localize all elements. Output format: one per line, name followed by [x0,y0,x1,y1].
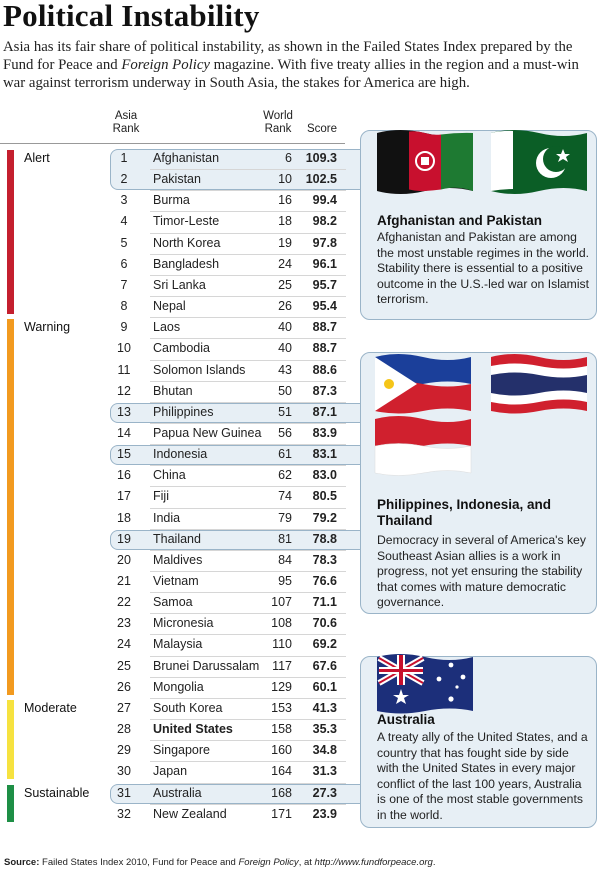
row-divider [150,233,346,234]
world-rank-cell: 50 [278,383,292,398]
table-row [110,211,350,232]
country-name-cell: United States [153,722,233,737]
asia-rank-cell: 15 [117,447,131,462]
score-cell: 35.3 [312,722,337,737]
country-name-cell: India [153,510,181,525]
country-name-cell: Burma [153,193,190,208]
row-divider [150,423,346,424]
world-rank-cell: 6 [285,151,292,165]
country-name-cell: Nepal [153,299,186,314]
row-divider [150,613,346,614]
asia-rank-cell: 16 [117,468,131,483]
row-divider [150,381,346,382]
table-row [110,613,350,634]
row-divider [150,465,346,466]
world-rank-cell: 129 [271,679,292,694]
score-cell: 27.3 [312,785,337,800]
asia-rank-cell: 29 [117,743,131,758]
score-cell: 109.3 [305,151,337,165]
asia-rank-cell: 23 [117,616,131,631]
asia-rank-cell: 18 [117,510,131,525]
table-row [110,719,350,740]
header-rule [0,143,345,144]
world-rank-cell: 43 [278,362,292,377]
table-row [110,233,350,254]
table-row [110,508,350,529]
country-name-cell: China [153,468,186,483]
asia-rank-cell: 13 [117,404,131,419]
category-bar-sustainable [7,785,14,822]
source-url[interactable]: http://www.fundforpeace.org [314,857,433,868]
score-cell: 88.7 [312,341,337,356]
table-row [110,783,350,804]
score-cell: 87.3 [312,383,337,398]
asia-rank-cell: 30 [117,764,131,779]
asia-rank-header-line1: Asia [114,110,138,122]
row-divider [150,783,346,784]
country-name-cell: Samoa [153,595,193,610]
row-divider [150,360,346,361]
world-rank-cell: 158 [271,722,292,737]
world-rank-cell: 81 [278,531,292,546]
table-row [110,656,350,677]
asia-rank-cell: 12 [117,383,131,398]
row-divider [150,761,346,762]
asia-rank-cell: 2 [120,172,128,187]
asia-rank-cell: 4 [120,214,128,229]
score-cell: 78.8 [312,531,337,546]
world-rank-header-line1: World [263,110,293,122]
asia-rank-cell: 19 [117,531,131,546]
row-divider [150,571,346,572]
country-name-cell: Mongolia [153,679,204,694]
score-cell: 69.2 [312,637,337,652]
country-name-cell: Sri Lanka [153,277,206,292]
australia-flag [375,651,475,717]
row-divider [150,740,346,741]
asia-rank-cell: 27 [117,700,131,715]
source-text-3: . [432,857,436,868]
panel-afghanistan-pakistan-heading: Afghanistan and Pakistan [377,213,543,228]
table-row [110,465,350,486]
table-row [110,338,350,359]
panel-australia [360,656,597,828]
score-cell: 83.1 [312,447,337,462]
score-cell: 98.2 [312,214,337,229]
source-note [4,857,435,868]
row-divider [150,550,346,551]
pakistan-flag [489,127,589,197]
world-rank-cell: 79 [278,510,292,525]
asia-rank-cell: 10 [117,341,131,356]
score-cell: 83.9 [312,425,337,440]
score-cell: 88.6 [312,362,337,377]
table-row [110,677,350,698]
world-rank-cell: 19 [278,235,292,250]
row-divider [150,677,346,678]
country-name-cell: Cambodia [153,341,210,356]
table-row [110,169,350,190]
thailand-flag [489,351,589,417]
row-divider [150,698,346,699]
panel-philippines-indonesia-thailand [360,352,597,614]
panel-australia-heading: Australia [377,712,435,727]
score-cell: 88.7 [312,320,337,335]
world-rank-cell: 40 [278,341,292,356]
asia-rank-cell: 24 [117,637,131,652]
intro-text-1: Asia has its fair share of political instability, as shown in the Failed States Index prepared by the Fund for Peace and [3,39,573,73]
asia-rank-cell: 25 [117,658,131,673]
score-header: Score [306,123,338,135]
table-row [110,529,350,550]
category-bar-warning [7,319,14,695]
asia-rank-cell: 21 [117,574,131,588]
asia-rank-cell: 8 [120,299,128,314]
indonesia-flag [373,413,473,479]
score-cell: 70.6 [312,616,337,631]
table-row [110,275,350,296]
score-cell: 87.1 [312,404,337,419]
country-name-cell: Vietnam [153,574,199,588]
source-italic-1: Foreign Policy [238,857,299,868]
table-row [110,254,350,275]
row-divider [150,275,346,276]
country-name-cell: Papua New Guinea [153,425,262,440]
row-divider [150,211,346,212]
score-cell: 60.1 [312,679,337,694]
table-row [110,381,350,402]
score-cell: 31.3 [312,764,337,779]
country-name-cell: Japan [153,764,188,779]
table-row [110,571,350,592]
row-divider [150,634,346,635]
source-text-2: , at [298,857,315,868]
world-rank-cell: 24 [278,256,292,271]
world-rank-header-line2: Rank [264,123,292,135]
world-rank-header [258,110,298,136]
world-rank-cell: 74 [278,489,292,504]
country-name-cell: Thailand [153,531,201,546]
table-row [110,740,350,761]
country-name-cell: Micronesia [153,616,214,631]
world-rank-cell: 160 [271,743,292,758]
country-name-cell: Indonesia [153,447,208,462]
score-cell: 71.1 [312,595,337,610]
world-rank-cell: 40 [278,320,292,335]
world-rank-cell: 16 [278,193,292,208]
country-name-cell: Afghanistan [153,151,220,165]
country-name-cell: Timor-Leste [153,214,220,229]
score-cell: 102.5 [305,172,337,187]
score-cell: 97.8 [312,235,337,250]
panel-philippines-indonesia-thailand-heading: Philippines, Indonesia, and Thailand [377,497,552,528]
category-label-moderate: Moderate [24,700,77,715]
country-name-cell: Pakistan [153,172,201,187]
asia-rank-cell: 1 [120,151,128,165]
country-name-cell: Australia [153,785,202,800]
table-row [110,148,350,169]
row-divider [150,296,346,297]
asia-rank-header-line2: Rank [112,123,140,135]
score-cell: 96.1 [312,256,337,271]
intro-italic: Foreign Policy [121,57,210,73]
country-name-cell: Bhutan [153,383,193,398]
score-cell: 76.6 [312,574,337,588]
world-rank-cell: 18 [278,214,292,229]
country-name-cell: Solomon Islands [153,362,246,377]
world-rank-cell: 164 [271,764,292,779]
intro-paragraph [3,38,597,92]
page-title: Political Instability [3,0,260,33]
asia-rank-cell: 22 [117,595,131,610]
country-name-cell: Philippines [153,404,214,419]
country-name-cell: Fiji [153,489,169,504]
country-name-cell: Brunei Darussalam [153,658,260,673]
score-cell: 67.6 [312,658,337,673]
row-divider [150,338,346,339]
score-cell: 78.3 [312,552,337,567]
score-cell: 23.9 [312,806,337,821]
source-text-1: Failed States Index 2010, Fund for Peace and [39,857,239,868]
asia-rank-cell: 32 [117,806,131,821]
world-rank-cell: 153 [271,700,292,715]
row-divider [150,592,346,593]
table-row [110,592,350,613]
asia-rank-cell: 9 [120,320,128,335]
world-rank-cell: 171 [271,806,292,821]
asia-rank-cell: 6 [120,256,128,271]
row-divider [150,529,346,530]
world-rank-cell: 95 [278,574,292,588]
asia-rank-cell: 26 [117,679,131,694]
intro-text-2: magazine. With five treaty allies in the region and a must-win war against terrorism underway in South Asia, the stakes for America are high. [3,57,579,91]
table-row [110,296,350,317]
asia-rank-cell: 5 [120,235,128,250]
row-divider [150,254,346,255]
table-row [110,550,350,571]
world-rank-cell: 110 [272,637,292,652]
asia-rank-cell: 7 [120,277,128,292]
row-divider [150,317,346,318]
score-cell: 80.5 [312,489,337,504]
row-divider [150,402,346,403]
country-name-cell: South Korea [153,700,223,715]
asia-rank-cell: 28 [117,722,131,737]
table-row [110,402,350,423]
asia-rank-cell: 3 [120,193,128,208]
table-row [110,486,350,507]
score-cell: 79.2 [312,510,337,525]
category-bar-alert [7,150,14,314]
table-row [110,698,350,719]
table-row [110,190,350,211]
asia-rank-cell: 11 [117,362,131,377]
world-rank-cell: 51 [278,404,292,419]
world-rank-cell: 62 [278,468,292,483]
table-row [110,804,350,825]
world-rank-cell: 108 [271,616,292,631]
philippines-flag [373,351,473,417]
score-cell: 83.0 [312,468,337,483]
row-divider [150,444,346,445]
category-bar-moderate [7,700,14,780]
world-rank-cell: 61 [278,447,292,462]
table-row [110,761,350,782]
world-rank-cell: 117 [272,658,292,673]
table-row [110,360,350,381]
asia-rank-cell: 20 [117,552,131,567]
row-divider [150,719,346,720]
table-row [110,444,350,465]
world-rank-cell: 10 [278,172,292,187]
country-name-cell: North Korea [153,235,221,250]
country-name-cell: New Zealand [153,806,227,821]
category-label-warning: Warning [24,320,71,335]
table-row [110,423,350,444]
asia-rank-cell: 17 [117,489,131,504]
asia-rank-cell: 14 [117,425,131,440]
row-divider [150,486,346,487]
score-cell: 99.4 [312,193,337,208]
asia-rank-header [112,110,140,136]
country-name-cell: Bangladesh [153,256,220,271]
row-divider [150,804,346,805]
world-rank-cell: 56 [278,425,292,440]
panel-australia-text: A treaty ally of the United States, and a country that has fought side by side with the United States in every major conflict of the last 100 years, Australia is one of the most stable governments in the world. [377,730,588,822]
category-label-sustainable: Sustainable [24,785,90,800]
row-divider [150,656,346,657]
panel-afghanistan-pakistan-text: Afghanistan and Pakistan are among the most unstable regimes in the world. Stability there is essential to a positive outcome in the U.S.-led war on Islamist terrorism. [377,230,590,306]
row-divider [150,508,346,509]
table-row [110,317,350,338]
score-cell: 34.8 [312,743,337,758]
panel-afghanistan-pakistan [360,130,597,320]
country-name-cell: Laos [153,320,181,335]
world-rank-cell: 26 [278,299,292,314]
world-rank-cell: 25 [278,277,292,292]
table-row [110,634,350,655]
world-rank-cell: 84 [278,552,292,567]
country-name-cell: Maldives [153,552,203,567]
category-label-alert: Alert [24,151,50,165]
score-cell: 41.3 [312,700,337,715]
asia-rank-cell: 31 [117,785,131,800]
score-cell: 95.4 [312,299,337,314]
row-divider [150,190,346,191]
source-label: Source: [4,857,40,868]
score-cell: 95.7 [312,277,337,292]
row-divider [150,169,346,170]
afghanistan-flag [375,127,475,197]
world-rank-cell: 168 [271,785,292,800]
country-name-cell: Singapore [153,743,210,758]
world-rank-cell: 107 [271,595,292,610]
country-name-cell: Malaysia [153,637,203,652]
panel-philippines-indonesia-thailand-text: Democracy in several of America's key Southeast Asian allies is a work in progress, not yet ensuring the stability that comes with mature democratic governance. [377,533,586,609]
